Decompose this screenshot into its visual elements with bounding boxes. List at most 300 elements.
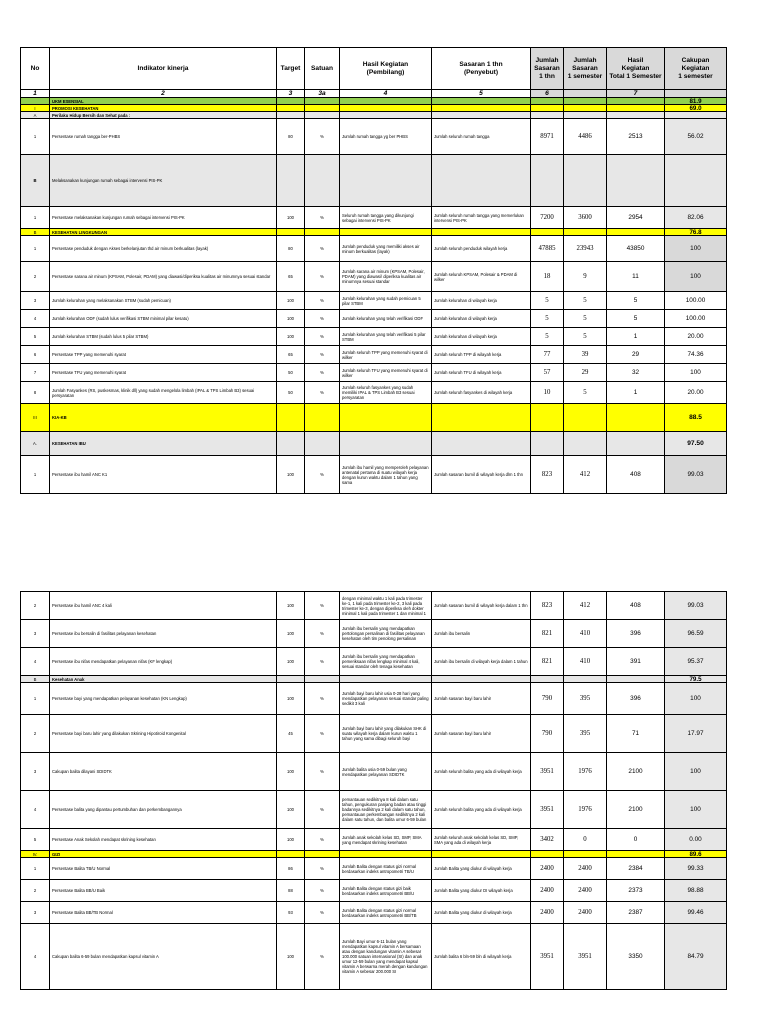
sasaran-text: Jumlah seluruh balita yang ada di wilayah kerja [432, 791, 531, 829]
cakupan-value: 100 [665, 791, 727, 829]
section-number: I [21, 105, 50, 112]
sasaran-text: Jumlah seluruh TPP di wilayah kerja [432, 346, 531, 364]
hasil-kegiatan-text: Jumlah bayi baru lahir yang dilakukan SHK di suatu wilayah kerja dalam kurun waktu 1 tahun yang sama dibagi seluruh bayi [340, 715, 432, 753]
row-number: 1 [21, 456, 50, 494]
target-value: 100 [277, 592, 305, 620]
row-number: 7 [21, 364, 50, 382]
target-value: 45 [277, 715, 305, 753]
hasil-total: 2387 [607, 902, 665, 924]
empty-cell [340, 404, 432, 432]
table-row [21, 829, 727, 851]
empty-cell [277, 404, 305, 432]
section-cakupan [665, 112, 727, 119]
target-value: 88 [277, 880, 305, 902]
indicator-name: Persentase Balita BB/U Baik [50, 880, 277, 902]
hasil-kegiatan-text: dengan minimal waktu 1 kali pada trimester ke-1, 1 kali pada trimester ke-2, 3 kali pada trimester ke-3, dengan diperiksa oleh dokter minimal 1 kali pada trimester 1 dan minimal 1 [340, 592, 432, 620]
jumlah-sasaran-thn: 790 [531, 715, 564, 753]
row-number: 5 [21, 328, 50, 346]
empty-cell [531, 432, 564, 456]
hasil-kegiatan-text: Jumlah kelurahan yang sudah pemicuan 5 pilar STBM [340, 292, 432, 310]
empty-cell [607, 229, 665, 236]
cakupan-value: 100 [665, 753, 727, 791]
jumlah-sasaran-thn: 823 [531, 592, 564, 620]
hasil-kegiatan-text: Jumlah penduduk yang memiliki akses air minum berkualitas (layak) [340, 236, 432, 262]
satuan-value: % [305, 924, 340, 990]
hasil-kegiatan-text: Jumlah seluruh TPP yang memenuhi syarat di wilker [340, 346, 432, 364]
indicator-name: Persentase Anak Sekolah mendapat skrining kesehatan [50, 829, 277, 851]
hasil-total: 396 [607, 683, 665, 715]
target-value: 100 [277, 207, 305, 229]
empty-cell [277, 676, 305, 683]
table-row [21, 880, 727, 902]
jumlah-sasaran-sem: 412 [564, 592, 607, 620]
col-number: 5 [432, 90, 531, 98]
empty-cell [564, 98, 607, 105]
col-header-hasil-kegiatan: Hasil Kegiatan (Pembilang) [340, 48, 432, 90]
row-number: 3 [21, 620, 50, 648]
satuan-value: % [305, 207, 340, 229]
indicator-name: Persentase melaksanakan kunjungan rumah sebagai intervensi PIS-PK [50, 207, 277, 229]
hasil-total: 2384 [607, 858, 665, 880]
section-number: B [21, 676, 50, 683]
table-row [21, 924, 727, 990]
indicator-name: Persentase sarana air minum (KPSAM, Polesair, PDAM) yang diawasi/diperiksa kualitas air minumnya sesuai standar [50, 262, 277, 292]
section-row [21, 676, 727, 683]
empty-cell [305, 98, 340, 105]
cakupan-value: 100.00 [665, 310, 727, 328]
hasil-kegiatan-text: Jumlah rumah tangga yg ber PHBS [340, 119, 432, 155]
satuan-value: % [305, 753, 340, 791]
cakupan-value: 96.59 [665, 620, 727, 648]
indicator-name: Jumlah kelurahan ODF (sudah lulus verifikasi STBM minimal pilar kesatu) [50, 310, 277, 328]
header-row [21, 48, 727, 90]
cakupan-value: 98.88 [665, 880, 727, 902]
empty-cell [531, 112, 564, 119]
col-header-target: Target [277, 48, 305, 90]
row-number: 4 [21, 791, 50, 829]
section-row [21, 98, 727, 105]
section-row [21, 105, 727, 112]
table-row [21, 236, 727, 262]
section-row [21, 404, 727, 432]
empty-cell [607, 105, 665, 112]
hasil-total: 408 [607, 456, 665, 494]
empty-cell [607, 98, 665, 105]
satuan-value: % [305, 236, 340, 262]
empty-cell [607, 851, 665, 858]
target-value: 86 [277, 858, 305, 880]
section-label: KESEHATAN IBU [50, 432, 277, 456]
sasaran-text: Jumlah seluruh KPSAM, Polesair & PDAM di wilker [432, 262, 531, 292]
col-header-cakupan: Cakupan Kegiatan 1 semester [665, 48, 727, 90]
hasil-total: 2100 [607, 753, 665, 791]
indicator-name: Persentase ibu bersalin di fasilitas pelayanan kesehatan [50, 620, 277, 648]
empty-cell [607, 432, 665, 456]
empty-cell [340, 155, 432, 207]
empty-cell [305, 432, 340, 456]
col-number [564, 90, 607, 98]
hasil-kegiatan-text: Jumlah anak sekolah kelas SD, SMP, SMA yang mendapat skrining kesehatan [340, 829, 432, 851]
hasil-kegiatan-text: Jumlah Balita dengan status gizi baik berdasarkan indeks antropometri BB/U [340, 880, 432, 902]
row-number: 8 [21, 382, 50, 404]
jumlah-sasaran-sem: 3600 [564, 207, 607, 229]
col-header-no: No [21, 48, 50, 90]
table-row [21, 456, 727, 494]
hasil-kegiatan-text: Jumlah Bayi umur 6-11 bulan yang mendapatkan kapsul vitamin A bersamaan atau dengan kandungan vitamin A sebesar 100.000 satuan internasional (SI) dan anak umur 12-59 bulan yang mendapat kapsul vitamin A berwarna merah dengan kandungan vitamin A sebesar 200.000 SI [340, 924, 432, 990]
hasil-total: 2373 [607, 880, 665, 902]
sasaran-text: Jumlah kelurahan di wilayah kerja [432, 292, 531, 310]
indicator-table-bottom [20, 591, 727, 990]
empty-cell [340, 229, 432, 236]
jumlah-sasaran-thn: 5 [531, 310, 564, 328]
empty-cell [564, 112, 607, 119]
satuan-value: % [305, 858, 340, 880]
col-number: 6 [531, 90, 564, 98]
jumlah-sasaran-sem: 412 [564, 456, 607, 494]
satuan-value: % [305, 683, 340, 715]
sasaran-text: Jumlah seluruh TFU di wilayah kerja [432, 364, 531, 382]
empty-cell [607, 676, 665, 683]
sasaran-text: Jumlah Balita yang diukur di wilayah kerja [432, 902, 531, 924]
hasil-kegiatan-text: Seluruh rumah tangga yang dikunjungi sebagai intervensi PIS-PK [340, 207, 432, 229]
row-number: 1 [21, 236, 50, 262]
empty-cell [432, 112, 531, 119]
cakupan-value: 100 [665, 683, 727, 715]
table-row [21, 346, 727, 364]
target-value: 50 [277, 364, 305, 382]
sasaran-text: Jumlah ibu bersalin di wilayah kerja dalam 1 tahun [432, 648, 531, 676]
empty-cell [607, 112, 665, 119]
table-body [21, 98, 727, 494]
hasil-total: 5 [607, 310, 665, 328]
empty-cell [305, 155, 340, 207]
row-number: 4 [21, 648, 50, 676]
indicator-name: Persentase Balita BB/TB Normal [50, 902, 277, 924]
section-label: Perilaku Hidup Bersih dan Sehat pada : [50, 112, 277, 119]
sasaran-text: Jumlah kelurahan di wilayah kerja [432, 310, 531, 328]
hasil-kegiatan-text: Jumlah ibu bersalin yang mendapatkan pertolongan persalinan di fasilitas pelayanan kesehatan oleh tim penolong persalinan [340, 620, 432, 648]
hasil-total: 11 [607, 262, 665, 292]
jumlah-sasaran-sem: 39 [564, 346, 607, 364]
satuan-value: % [305, 715, 340, 753]
cakupan-value: 100 [665, 236, 727, 262]
sasaran-text: Jumlah seluruh rumah tangga [432, 119, 531, 155]
section-label: Kesehatan Anak [50, 676, 277, 683]
col-number: 3a [305, 90, 340, 98]
table-row [21, 592, 727, 620]
hasil-kegiatan-text: Jumlah sarana air minum (KPSAM, Polesair, PDAM) yang diawasi/ diperiksa kualitas air minumnya sesuai standar [340, 262, 432, 292]
jumlah-sasaran-sem: 395 [564, 683, 607, 715]
hasil-total: 396 [607, 620, 665, 648]
empty-cell [340, 105, 432, 112]
empty-cell [432, 676, 531, 683]
hasil-kegiatan-text: Jumlah bayi baru lahir usia 0-28 hari yang mendapatkan pelayanan sesuai standar paling sedikit 3 kali [340, 683, 432, 715]
section-row [21, 851, 727, 858]
satuan-value: % [305, 791, 340, 829]
table-row [21, 648, 727, 676]
section-cakupan: 76.8 [665, 229, 727, 236]
target-value: 100 [277, 791, 305, 829]
cakupan-value: 0.00 [665, 829, 727, 851]
section-cakupan: 89.6 [665, 851, 727, 858]
satuan-value: % [305, 620, 340, 648]
target-value: 100 [277, 924, 305, 990]
hasil-total: 71 [607, 715, 665, 753]
table-row [21, 791, 727, 829]
sasaran-text: Jumlah Balita yang diukur di wilayah kerja [432, 858, 531, 880]
cakupan-value: 99.03 [665, 592, 727, 620]
empty-cell [531, 851, 564, 858]
target-value: 80 [277, 119, 305, 155]
row-number: 4 [21, 310, 50, 328]
hasil-total: 2513 [607, 119, 665, 155]
col-header-sasaran: Sasaran 1 thn (Penyebut) [432, 48, 531, 90]
jumlah-sasaran-sem: 23943 [564, 236, 607, 262]
hasil-total: 2100 [607, 791, 665, 829]
subsection-row [21, 155, 727, 207]
hasil-kegiatan-text: Jumlah kelurahan yang telah verifikasi ODF [340, 310, 432, 328]
hasil-kegiatan-text: Jumlah ibu bersalin yang mendapatkan pemeriksaan nifas lengkap minimal 4 kali, sesuai standar oleh tenaga kesehatan [340, 648, 432, 676]
col-header-jumlah-sasaran-thn: Jumlah Sasaran 1 thn [531, 48, 564, 90]
jumlah-sasaran-sem: 2400 [564, 880, 607, 902]
empty-cell [305, 851, 340, 858]
section-number: IV. [21, 851, 50, 858]
col-number: 4 [340, 90, 432, 98]
jumlah-sasaran-thn: 8971 [531, 119, 564, 155]
cakupan-value: 99.33 [665, 858, 727, 880]
hasil-total: 391 [607, 648, 665, 676]
indicator-name: Persentase ibu nifas mendapatkan pelayanan nifas (KF lengkap) [50, 648, 277, 676]
jumlah-sasaran-sem: 0 [564, 829, 607, 851]
indicator-name: Melaksanakan kunjungan rumah sebagai intervensi PIS-PK [50, 155, 277, 207]
table-row [21, 119, 727, 155]
indicator-name: Persentase Balita TB/U Normal [50, 858, 277, 880]
row-number: 6 [21, 346, 50, 364]
satuan-value: % [305, 456, 340, 494]
hasil-total: 1 [607, 328, 665, 346]
cakupan-value: 82.06 [665, 207, 727, 229]
jumlah-sasaran-sem: 410 [564, 648, 607, 676]
empty-cell [340, 98, 432, 105]
cakupan-value: 56.02 [665, 119, 727, 155]
col-number: 7 [607, 90, 665, 98]
cakupan-value: 84.79 [665, 924, 727, 990]
section-cakupan: 81.9 [665, 98, 727, 105]
cakupan-value: 99.46 [665, 902, 727, 924]
row-number: 3 [21, 292, 50, 310]
indicator-name: Persentase bayi yang mendapatkan pelayanan kesehatan (KN Lengkap) [50, 683, 277, 715]
table-row [21, 620, 727, 648]
table-row [21, 262, 727, 292]
sasaran-text: Jumlah seluruh fasyankes di wilayah kerja [432, 382, 531, 404]
jumlah-sasaran-sem: 2400 [564, 902, 607, 924]
jumlah-sasaran-sem: 5 [564, 382, 607, 404]
indicator-name: Jumlah kelurahan yang melaksanakan STBM (sudah pemicuan) [50, 292, 277, 310]
col-header-satuan: Satuan [305, 48, 340, 90]
row-number: 4 [21, 924, 50, 990]
table-row [21, 382, 727, 404]
col-number [665, 90, 727, 98]
sasaran-text: Jumlah Balita yang diukur DI wilayah kerja [432, 880, 531, 902]
satuan-value: % [305, 364, 340, 382]
empty-cell [564, 432, 607, 456]
hasil-total: 29 [607, 346, 665, 364]
satuan-value: % [305, 592, 340, 620]
empty-cell [564, 676, 607, 683]
hasil-kegiatan-text: pemantauan sedikitnya 8 kali dalam satu tahun, pengukuran panjang badan atau tinggi badannya sedikitnya 2 kali dalam satu tahun, pemantauan perkembangan sedikitnya 2 kali dalam satu tahun, dan balita umur 6-59 bulan [340, 791, 432, 829]
empty-cell [531, 155, 564, 207]
section-row [21, 432, 727, 456]
section-number: A [21, 112, 50, 119]
col-number: 2 [50, 90, 277, 98]
jumlah-sasaran-sem: 3951 [564, 924, 607, 990]
sasaran-text: Jumlah sasaran bayi baru lahir [432, 715, 531, 753]
indicator-name: Persentase TPP yang memenuhi syarat [50, 346, 277, 364]
col-header-hasil-total: Hasil Kegiatan Total 1 Semester [607, 48, 665, 90]
hasil-kegiatan-text: Jumlah seluruh fasyankes yang sudah memiliki IPAL & TPS Limbah B3 sesuai persyaratan [340, 382, 432, 404]
section-cakupan: 79.5 [665, 676, 727, 683]
section-number [21, 98, 50, 105]
jumlah-sasaran-thn: 3402 [531, 829, 564, 851]
section-label: PROMOSI KESEHATAN [50, 105, 277, 112]
table-row [21, 902, 727, 924]
indicator-name: Jumlah Fasyankes (RS, puskesmas, klinik dll) yang sudah mengelola limbah (IPAL & TPS Limbah B3) sesuai persyaratan [50, 382, 277, 404]
empty-cell [531, 229, 564, 236]
row-number: 5 [21, 829, 50, 851]
column-number-row [21, 90, 727, 98]
indicator-name: Cakupan balita dilayani SDIDTK [50, 753, 277, 791]
jumlah-sasaran-sem: 2400 [564, 858, 607, 880]
empty-cell [564, 851, 607, 858]
target-value: 100 [277, 292, 305, 310]
table-row [21, 310, 727, 328]
indicator-name: Persentase rumah tangga ber-PHBS [50, 119, 277, 155]
jumlah-sasaran-thn: 7200 [531, 207, 564, 229]
empty-cell [432, 404, 531, 432]
sasaran-text: Jumlah seluruh rumah tangga yang memerlukan intervensi PIS-PK [432, 207, 531, 229]
target-value: 100 [277, 753, 305, 791]
jumlah-sasaran-thn: 2400 [531, 880, 564, 902]
target-value: 93 [277, 902, 305, 924]
sasaran-text: Jumlah seluruh balita yang ada di wilayah kerja [432, 753, 531, 791]
hasil-kegiatan-text: Jumlah balita usia 0-59 bulan yang mendapatkan pelayanan SDIDTK [340, 753, 432, 791]
section-number: A. [21, 432, 50, 456]
hasil-total: 3350 [607, 924, 665, 990]
row-number: 1 [21, 683, 50, 715]
empty-cell [531, 98, 564, 105]
satuan-value: % [305, 902, 340, 924]
jumlah-sasaran-thn: 790 [531, 683, 564, 715]
empty-cell [277, 105, 305, 112]
hasil-kegiatan-text: Jumlah seluruh TFU yang memenuhi syarat di wilker [340, 364, 432, 382]
indicator-name: Persentase ibu hamil ANC K1 [50, 456, 277, 494]
cakupan-value: 74.36 [665, 346, 727, 364]
satuan-value: % [305, 829, 340, 851]
section-cakupan: 69.0 [665, 105, 727, 112]
jumlah-sasaran-thn: 10 [531, 382, 564, 404]
satuan-value: % [305, 262, 340, 292]
empty-cell [305, 112, 340, 119]
jumlah-sasaran-sem: 395 [564, 715, 607, 753]
sasaran-text: Jumlah seluruh penduduk wilayah kerja [432, 236, 531, 262]
jumlah-sasaran-thn: 3951 [531, 791, 564, 829]
row-number: 2 [21, 715, 50, 753]
section-number: B [21, 229, 50, 236]
col-header-jumlah-sasaran-sem: Jumlah Sasaran 1 semester [564, 48, 607, 90]
row-number: 1 [21, 207, 50, 229]
table-row [21, 683, 727, 715]
section-cakupan: 97.50 [665, 432, 727, 456]
empty-cell [340, 851, 432, 858]
empty-cell [531, 105, 564, 112]
empty-cell [531, 404, 564, 432]
empty-cell [564, 404, 607, 432]
jumlah-sasaran-thn: 821 [531, 620, 564, 648]
cakupan-value: 20.00 [665, 382, 727, 404]
hasil-total: 2954 [607, 207, 665, 229]
jumlah-sasaran-sem: 29 [564, 364, 607, 382]
empty-cell [531, 676, 564, 683]
jumlah-sasaran-thn: 5 [531, 292, 564, 310]
target-value: 100 [277, 328, 305, 346]
empty-cell [432, 432, 531, 456]
section-row [21, 229, 727, 236]
row-number: 3 [21, 902, 50, 924]
table-row [21, 207, 727, 229]
satuan-value: % [305, 328, 340, 346]
cakupan-value: 99.03 [665, 456, 727, 494]
sasaran-text: Jumlah sasaran bayi baru lahir [432, 683, 531, 715]
empty-cell [277, 229, 305, 236]
section-label: UKM ESENSIAL [50, 98, 277, 105]
empty-cell [340, 112, 432, 119]
hasil-kegiatan-text: Jumlah ibu hamil yang memperoleh pelayanan antenatal pertama di suatu wilayah kerja dengan kurun waktu dalam 1 tahun yang sama [340, 456, 432, 494]
jumlah-sasaran-sem: 9 [564, 262, 607, 292]
section-label: KIA-KB [50, 404, 277, 432]
target-value: 100 [277, 683, 305, 715]
table-row [21, 715, 727, 753]
indicator-name: Persentase penduduk dengan Akses berkelanjutan thd air minum berkualitas (layak) [50, 236, 277, 262]
row-number: 1 [21, 119, 50, 155]
table-row [21, 328, 727, 346]
target-value: 100 [277, 310, 305, 328]
empty-cell [340, 432, 432, 456]
jumlah-sasaran-thn: 821 [531, 648, 564, 676]
empty-cell [277, 112, 305, 119]
jumlah-sasaran-thn: 3951 [531, 924, 564, 990]
indicator-name: Persentase balita yang dipantau pertumbuhan dan perkembangannya [50, 791, 277, 829]
jumlah-sasaran-thn: 47885 [531, 236, 564, 262]
empty-cell [277, 432, 305, 456]
row-number: B [21, 155, 50, 207]
empty-cell [607, 155, 665, 207]
empty-cell [277, 98, 305, 105]
indicator-name: Persentase ibu hamil ANC 4 kali [50, 592, 277, 620]
hasil-total: 43850 [607, 236, 665, 262]
empty-cell [665, 155, 727, 207]
jumlah-sasaran-thn: 77 [531, 346, 564, 364]
empty-cell [305, 404, 340, 432]
jumlah-sasaran-thn: 3951 [531, 753, 564, 791]
sasaran-text: Jumlah seluruh anak sekolah kelas SD, SMP, SMA yang ada di wilayah kerja [432, 829, 531, 851]
hasil-total: 32 [607, 364, 665, 382]
target-value: 100 [277, 648, 305, 676]
cakupan-value: 95.37 [665, 648, 727, 676]
table-row [21, 364, 727, 382]
target-value: 50 [277, 382, 305, 404]
row-number: 2 [21, 880, 50, 902]
hasil-total: 408 [607, 592, 665, 620]
